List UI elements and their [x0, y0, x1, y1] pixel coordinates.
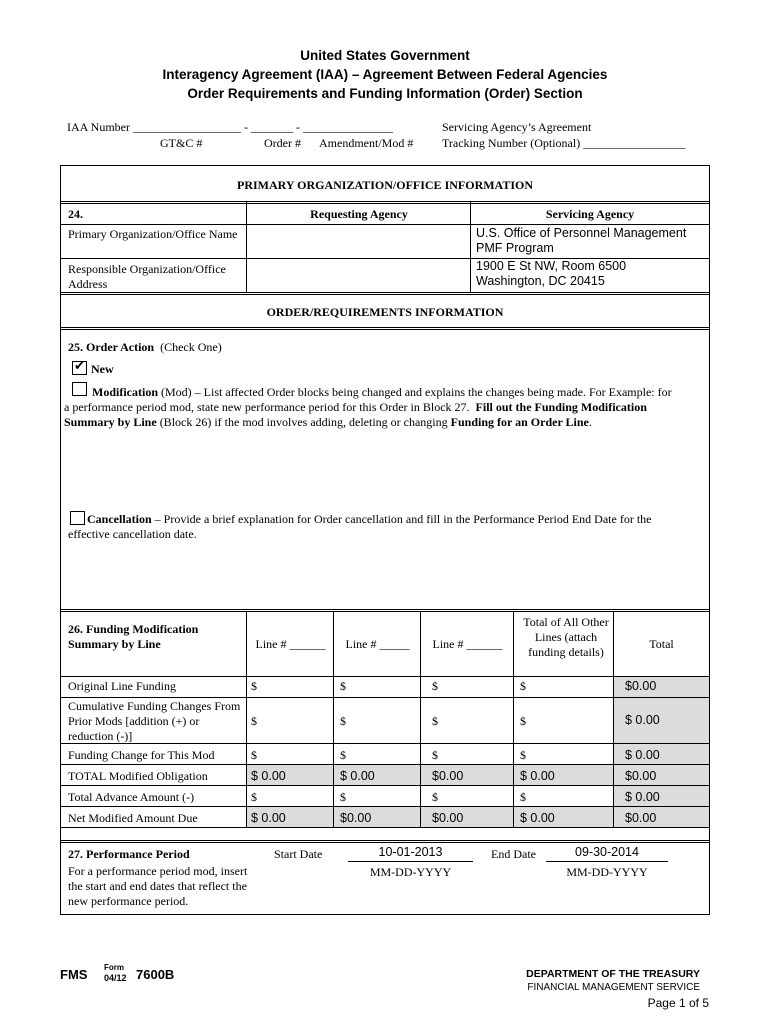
funding-col-2[interactable]: Line # _____	[345, 637, 410, 651]
block-24-label: 24.	[68, 207, 83, 221]
footer-fms: FMS	[60, 967, 88, 982]
header-line-2: Interagency Agreement (IAA) – Agreement Between Federal Agencies	[162, 67, 608, 82]
footer-department: DEPARTMENT OF THE TREASURY	[526, 968, 700, 980]
funding-cell: $ 0.00	[251, 769, 286, 783]
funding-total: $ 0.00	[625, 713, 660, 727]
funding-row-label: Cumulative Funding Changes From Prior Mods [addition (+) or reduction (-)]	[68, 699, 241, 743]
iaa-order-label: Order #	[264, 136, 301, 150]
funding-title: 26. Funding Modification Summary by Line	[68, 622, 199, 651]
funding-cell: $ 0.00	[340, 769, 375, 783]
funding-cell[interactable]: $	[432, 790, 438, 804]
end-date-format: MM-DD-YYYY	[566, 865, 648, 879]
funding-cell[interactable]: $	[340, 714, 346, 728]
funding-total: $0.00	[625, 811, 657, 825]
funding-cell[interactable]: $	[251, 679, 257, 693]
start-date-field[interactable]: 10-01-2013	[378, 845, 443, 859]
funding-cell: $ 0.00	[520, 769, 555, 783]
servicing-address-value[interactable]: 1900 E St NW, Room 6500 Washington, DC 20415	[476, 259, 627, 288]
funding-cell[interactable]: $	[340, 748, 346, 762]
header-line-1: United States Government	[300, 48, 470, 63]
new-label: New	[91, 362, 114, 376]
funding-cell[interactable]: $	[520, 790, 526, 804]
footer-page-number: Page 1 of 5	[647, 996, 709, 1010]
funding-cell: $0.00	[432, 769, 464, 783]
modification-explanation-field[interactable]	[64, 434, 704, 509]
start-date-label: Start Date	[274, 847, 323, 861]
funding-row-label: Funding Change for This Mod	[68, 748, 215, 762]
responsible-org-label: Responsible Organization/Office Address	[68, 262, 226, 291]
performance-title: 27. Performance Period	[68, 847, 190, 861]
cancellation-title: Cancellation	[87, 512, 152, 526]
modification-checkbox[interactable]	[72, 382, 87, 396]
order-form	[60, 165, 710, 915]
footer-form-number: 7600B	[136, 967, 175, 982]
funding-cell[interactable]: $	[432, 748, 438, 762]
funding-total: $ 0.00	[625, 748, 660, 762]
funding-col-4: Total of All Other Lines (attach funding details)	[523, 615, 609, 659]
funding-col-3[interactable]: Line # ______	[432, 637, 503, 651]
funding-cell[interactable]: $	[340, 790, 346, 804]
funding-row-label: Original Line Funding	[68, 679, 176, 693]
funding-cell[interactable]: $	[432, 714, 438, 728]
block-25-hint: (Check One)	[160, 340, 222, 354]
funding-total: $0.00	[625, 769, 657, 783]
cancellation-line-1	[87, 512, 652, 527]
cancellation-text-1: – Provide a brief explanation for Order cancellation and fill in the Performance Period End Date for the	[154, 512, 652, 526]
funding-col-5: Total	[649, 637, 674, 651]
modification-text-3d: .	[588, 415, 592, 429]
cancellation-explanation-field[interactable]	[64, 546, 704, 606]
funding-total: $0.00	[625, 679, 657, 693]
modification-text-2a: a performance period mod, state new performance period for this Order in Block 27.	[64, 400, 470, 414]
end-date-label: End Date	[491, 847, 536, 861]
modification-text-2b: Fill out the Funding Modification	[475, 400, 647, 414]
funding-cell[interactable]: $	[520, 714, 526, 728]
modification-text-1: (Mod) – List affected Order blocks being changed and explains the changes being made. For Example: for	[161, 385, 672, 399]
performance-desc: For a performance period mod, insert the start and end dates that reflect the new performance period.	[68, 864, 248, 908]
iaa-number-field[interactable]: IAA Number __________________ - _______ - _______________	[67, 120, 393, 134]
block-25-heading	[68, 340, 222, 355]
funding-cell: $ 0.00	[520, 811, 555, 825]
modification-title: Modification	[92, 385, 158, 399]
footer-service: FINANCIAL MANAGEMENT SERVICE	[527, 982, 700, 993]
modification-line-3	[64, 415, 592, 430]
funding-cell[interactable]: $	[520, 679, 526, 693]
modification-line-2	[64, 400, 647, 415]
funding-row-label: TOTAL Modified Obligation	[68, 769, 208, 783]
servicing-agency-header: Servicing Agency	[545, 207, 635, 221]
servicing-agreement-label: Servicing Agency’s Agreement	[442, 120, 592, 134]
new-checkbox[interactable]	[72, 361, 87, 375]
end-date-field[interactable]: 09-30-2014	[575, 845, 639, 859]
funding-cell[interactable]: $	[251, 714, 257, 728]
funding-cell[interactable]: $	[251, 790, 257, 804]
funding-row-label: Total Advance Amount (-)	[68, 790, 195, 804]
order-section-title: ORDER/REQUIREMENTS INFORMATION	[266, 305, 504, 319]
funding-cell: $0.00	[432, 811, 464, 825]
funding-total: $ 0.00	[625, 790, 660, 804]
primary-org-label: Primary Organization/Office Name	[68, 227, 238, 241]
block-25-title: 25. Order Action	[68, 340, 155, 354]
footer-form-date: 04/12	[104, 973, 127, 983]
requesting-agency-header: Requesting Agency	[310, 207, 408, 221]
funding-cell[interactable]: $	[251, 748, 257, 762]
start-date-format: MM-DD-YYYY	[369, 865, 452, 879]
modification-text-3b: (Block 26) if the mod involves adding, deleting or changing	[159, 415, 448, 429]
funding-cell[interactable]: $	[340, 679, 346, 693]
requesting-address-field[interactable]	[247, 259, 470, 292]
funding-cell[interactable]: $	[520, 748, 526, 762]
header-line-3: Order Requirements and Funding Information (Order) Section	[187, 86, 583, 101]
cancellation-checkbox[interactable]	[70, 511, 85, 525]
cancellation-text-2: effective cancellation date.	[68, 527, 197, 541]
funding-col-1[interactable]: Line # ______	[255, 637, 326, 651]
iaa-gtc-label: GT&C #	[160, 136, 203, 150]
funding-cell: $0.00	[340, 811, 372, 825]
iaa-amend-label: Amendment/Mod #	[319, 136, 414, 150]
modification-text-3a: Summary by Line	[64, 415, 157, 429]
funding-cell: $ 0.00	[251, 811, 286, 825]
modification-text-3c: Funding for an Order Line	[450, 415, 589, 429]
requesting-primary-org-field[interactable]	[247, 225, 470, 258]
funding-row-label: Net Modified Amount Due	[68, 811, 198, 825]
primary-section-title: PRIMARY ORGANIZATION/OFFICE INFORMATION	[236, 178, 534, 192]
tracking-number-field[interactable]: Tracking Number (Optional) _________________	[442, 136, 686, 150]
funding-cell[interactable]: $	[432, 679, 438, 693]
checkmark-icon: ✔	[74, 359, 85, 374]
modification-line-1	[92, 385, 712, 400]
servicing-primary-org-value[interactable]: U.S. Office of Personnel Management PMF Program	[476, 226, 687, 255]
footer-form-word: Form	[104, 963, 124, 972]
